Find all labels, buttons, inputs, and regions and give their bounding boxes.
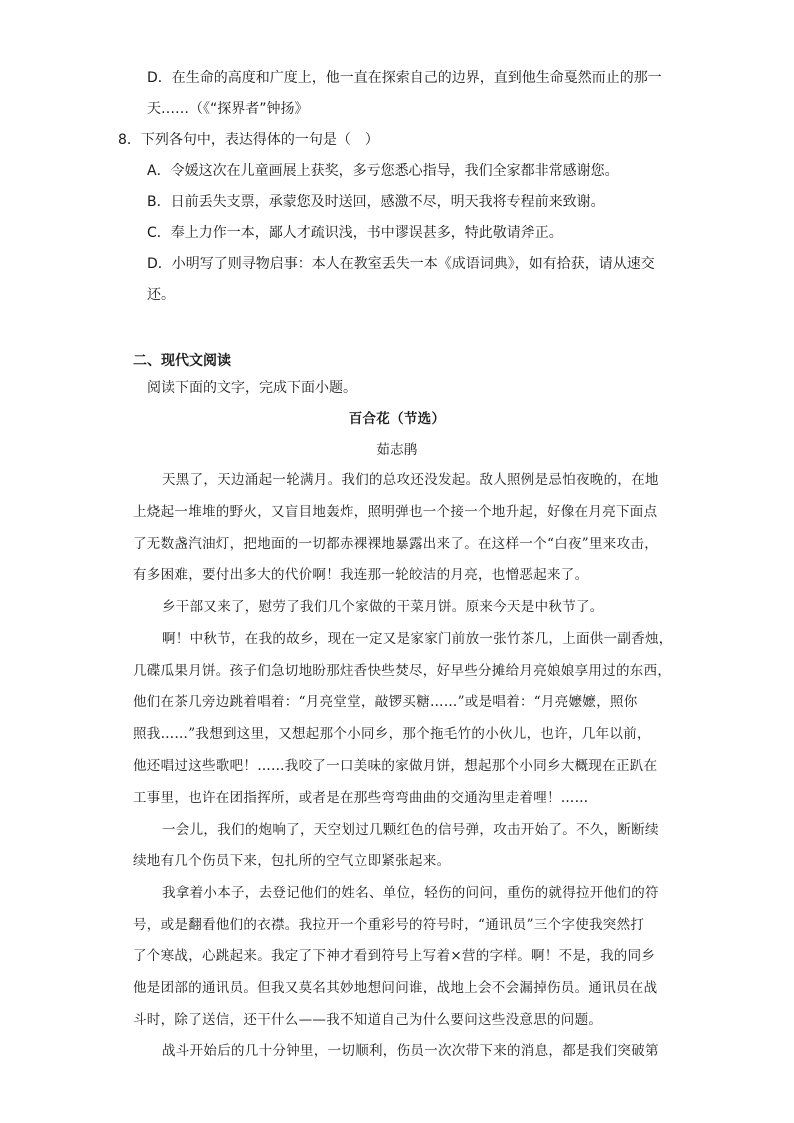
article-line: 了无数盏汽油灯，把地面的一切都赤裸裸地暴露出来了。在这样一个“白夜”里来攻击， [133,536,659,552]
article-line: 他们在茶几旁边跳着唱着：“月亮堂堂，敲锣买糖……”或是唱着：“月亮嬷嬷，照你 [133,694,638,710]
q8-stem: 8．下列各句中，表达得体的一句是（ ） [118,132,379,148]
article-line: 我拿着小本子，去登记他们的姓名、单位，轻伤的问问，重伤的就得拉开他们的符 [162,885,659,901]
article-line: 战斗开始后的几十分钟里，一切顺利，伤员一次次带下来的消息，都是我们突破第 [162,1043,659,1059]
q8-option-c: C．奉上力作一本，鄙人才疏识浅，书中谬误甚多，特此敬请斧正。 [147,225,563,241]
article-line: 他还唱过这些歌吧！……我咬了一口美味的家做月饼，想起那个小同乡大概现在正趴在 [133,758,658,774]
article-line: 啊！中秋节，在我的故乡，现在一定又是家家门前放一张竹茶几，上面供一副香烛， [162,631,673,647]
article-line: 照我……”我想到这里，又想起那个小同乡，那个拖毛竹的小伙儿，也许，几年以前， [133,726,651,742]
article-line: 续地有几个伤员下来，包扎所的空气立即紧张起来。 [133,853,451,869]
section-heading: 二、现代文阅读 [133,353,231,369]
q8-option-d: D．小明写了则寻物启事：本人在教室丢失一本《成语词典》，如有拾获，请从速交 [147,256,655,272]
article-line: 他是团部的通讯员。但我又莫名其妙地想问问谁，战地上会不会漏掉伤员。通讯员在战 [133,980,658,996]
article-line: 工事里，也许在团指挥所，或者是在那些弯弯曲曲的交通沟里走着哩！…… [133,790,589,806]
q8-option-b: B．日前丢失支票，承蒙您及时送回，感激不尽，明天我将专程前来致谢。 [147,194,605,210]
article-line: 上烧起一堆堆的野火，又盲目地轰炸，照明弹也一个接一个地升起，好像在月亮下面点 [133,504,658,520]
q7-option-d-line-2: 天……（《“探界者”钟扬》 [147,101,309,117]
article-line: 号，或是翻看他们的衣襟。我拉开一个重彩号的符号时，“通讯员”三个字使我突然打 [133,917,645,933]
q8-option-d-continuation: 还。 [147,287,175,303]
article-line: 了个寒战，心跳起来。我定了下神才看到符号上写着×营的字样。啊！不是，我的同乡 [133,948,656,964]
article-line: 斗时，除了送信，还干什么——我不知道自己为什么要问这些没意思的问题。 [133,1012,603,1028]
article-line: 天黑了，天边涌起一轮满月。我们的总攻还没发起。敌人照例是忌怕夜晚的，在地 [162,472,659,488]
article-line: 乡干部又来了，慰劳了我们几个家做的干菜月饼。原来今天是中秋节了。 [162,599,604,615]
article-line: 一会儿，我们的炮响了，天空划过几颗红色的信号弹，攻击开始了。不久，断断续 [162,822,659,838]
article-line: 几碟瓜果月饼。孩子们急切地盼那炷香快些焚尽，好早些分摊给月亮娘娘享用过的东西， [133,663,672,679]
article-author: 茹志鹃 [376,442,418,458]
article-line: 有多困难，要付出多大的代价啊！我连那一轮皎洁的月亮，也憎恶起来了。 [133,567,589,583]
article-title: 百合花（节选） [348,411,446,427]
q7-option-d-line-1: D．在生命的高度和广度上，他一直在探索自己的边界，直到他生命戛然而止的那一 [147,70,662,86]
q8-option-a: A．令媛这次在儿童画展上获奖，多亏您悉心指导，我们全家都非常感谢您。 [147,163,619,179]
section-instruction: 阅读下面的文字，完成下面小题。 [147,380,357,396]
